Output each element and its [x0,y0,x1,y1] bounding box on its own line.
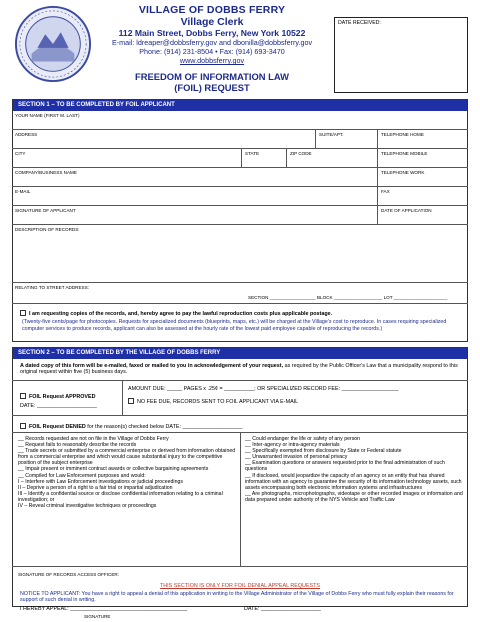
date-of-application-field[interactable]: DATE OF APPLICATION [381,208,432,213]
applicant-fields [12,111,468,304]
amount-due-line[interactable]: AMOUNT DUE: _____ PAGES x .25¢ = __________; OR SPECIALIZED RECORD FEE: ___________________ [128,386,399,392]
office-name: Village Clerk [180,16,244,28]
fee-note: (Twenty-five cents/page for photocopies. Requests for specialized documents (blueprints, maps, etc.) will be charged at the Village's cost to reproduce. In cases requiring specialized computer services to produce records, applicant can also be assessed at the hourly rate of the lowest paid employee capable of reproducing the records.) [22,319,447,332]
village-name: VILLAGE OF DOBBS FERRY [138,4,286,16]
appeal-notice: NOTICE TO APPLICANT: You have a right to appeal a denial of this application in writing to the Village Administrator of the Village of Dobbs Ferry who must fully explain their reasons for support of such denial in writing. [20,591,454,604]
appeal-date-line[interactable]: DATE: ____________________ [244,606,321,612]
email-field[interactable]: E-MAIL [12,187,378,205]
section-block-lot-line[interactable]: SECTION __________________ BLOCK ___________________ LOT _____________________ [248,295,448,300]
agree-line: I am requesting copies of the records, and, hereby agree to pay the lawful reproduction costs plus applicable postage. [20,310,460,317]
section-2-title: SECTION 2 – TO BE COMPLETED BY THE VILLAGE OF DOBBS FERRY [13,348,467,359]
contact-phones: Phone: (914) 231-8504 • Fax: (914) 693-3470 [139,47,285,56]
state-field[interactable]: STATE [242,149,287,167]
contact-emails: E-mail: ldreaper@dobbsferry.gov and dbonilla@dobbsferry.gov [111,38,313,47]
office-address: 112 Main Street, Dobbs Ferry, New York 10522 [118,28,306,38]
form-subtitle: (FOIL) REQUEST [174,82,250,93]
denial-reason-item[interactable]: __ Impair present or imminent contract awards or collective bargaining agreements [18,466,209,473]
denial-reason-item[interactable]: I – Interfere with Law Enforcement investigations or judicial proceedings [18,478,183,485]
denial-reasons-right [245,436,463,503]
form-title: FREEDOM OF INFORMATION LAW [135,71,289,82]
company-field[interactable]: COMPANY/BUSINESS NAME [12,168,378,186]
approved-date[interactable]: DATE: ____________________ [20,403,97,409]
denial-reason-item[interactable]: __ If disclosed, would jeopardize the capacity of an agency or an entity that has shared information with an agency to guarantee the security of its information technology assets, such assets encompassing both electronic information systems and infrastructures [245,472,462,491]
appeal-signature-label: SIGNATURE [84,614,111,619]
officer-signature-field[interactable]: SIGNATURE OF RECORDS ACCESS OFFICER: [18,572,119,577]
denial-reason-item[interactable]: __ Inter-agency or intra-agency materials [245,442,340,449]
signature-field[interactable]: SIGNATURE OF APPLICANT [12,206,378,224]
denied-row: FOIL Request DENIED for the reason(s) checked below DATE: ____________________ [20,423,242,430]
denial-reason-item[interactable]: __ Trade secrets or submitted by a commercial enterprise or derived from information obtained from a commercial enterprise and which would cause substantial injury to the competitive position of the subject enterprise [18,448,236,467]
name-field[interactable]: YOUR NAME (FIRST M. LAST) [15,113,80,118]
denial-reason-item[interactable]: __ Records requested are not on file in the Village of Dobbs Ferry [18,436,169,442]
website-link[interactable]: www.dobbsferry.gov [179,56,245,65]
acknowledgement-note: A dated copy of this form will be e-mailed, faxed or mailed to you in acknowledgement of your request, as required by the Public Officer's Law that a municipality respond to this original request within five (5) business days. [20,363,458,376]
no-fee-row: NO FEE DUE, RECORDS SENT TO FOIL APPLICANT VIA E-MAIL [128,398,298,405]
fax-field[interactable]: FAX [381,189,390,194]
city-field[interactable]: CITY [12,149,242,167]
denial-reason-item[interactable]: __ Could endanger the life or safety of any person [245,436,361,442]
denial-reason-item[interactable]: __ Request fails to reasonably describe the records [18,442,137,449]
approved-row: FOIL Request APPROVED [20,393,96,400]
denied-checkbox[interactable] [20,423,26,429]
denial-reasons [12,432,468,567]
suite-field[interactable]: SUITE/APT. [316,130,378,148]
denial-reason-item[interactable]: __ Unwarranted invasion of personal privacy [245,454,348,461]
denial-reason-item[interactable]: III – Identify a confidential source or disclose confidential information relating to a criminal investigation; or [18,490,223,503]
appeal-heading: THIS SECTION IS ONLY FOR FOIL DENIAL APPEAL REQUESTS [159,583,321,589]
telephone-home-field[interactable]: TELEPHONE HOME [381,132,424,137]
agree-checkbox[interactable] [20,310,26,316]
telephone-work-field[interactable]: TELEPHONE WORK [381,170,425,175]
appeal-signature-line[interactable]: I HEREBY APPEAL: _______________________________________ [20,606,188,612]
denial-reason-item[interactable]: IV – Reveal criminal investigative techniques or proceedings [18,503,157,510]
approval-area [12,380,468,416]
section-1-title: SECTION 1 – TO BE COMPLETED BY FOIL APPLICANT [13,100,467,111]
telephone-mobile-field[interactable]: TELEPHONE MOBILE [381,151,428,156]
no-fee-checkbox[interactable] [128,398,134,404]
denial-reason-item[interactable]: __ Compiled for Law Enforcement purposes and would: [18,472,146,479]
denial-reason-item[interactable]: II – Deprive a person of a right to a fair trial or impartial adjudication [18,484,173,491]
denial-reason-item[interactable]: __ Specifically exempted from disclosure by State or Federal statute [245,448,402,455]
street-address-field[interactable]: RELATING TO STREET ADDRESS: SECTION __________________ BLOCK ___________________ LOT _____________________ [15,285,448,300]
date-received-label: DATE RECEIVED: [338,20,381,26]
denial-reason-item[interactable]: __ Are photographs, microphotographs, videotape or other recorded images or information and data prepared under authority of the NYS Vehicle and Traffic Law [245,490,463,503]
village-seal-logo [14,5,92,83]
date-received-box[interactable] [334,17,468,93]
approved-checkbox[interactable] [20,393,26,399]
letterhead [92,4,332,93]
description-field[interactable]: DESCRIPTION OF RECORDS: [15,227,80,232]
zip-field[interactable]: ZIP CODE [287,149,378,167]
denial-reason-item[interactable]: __ Examination questions or answers requested prior to the final administration of such questions [245,460,445,473]
address-field[interactable]: ADDRESS [12,130,316,148]
denial-reasons-left [18,436,236,509]
